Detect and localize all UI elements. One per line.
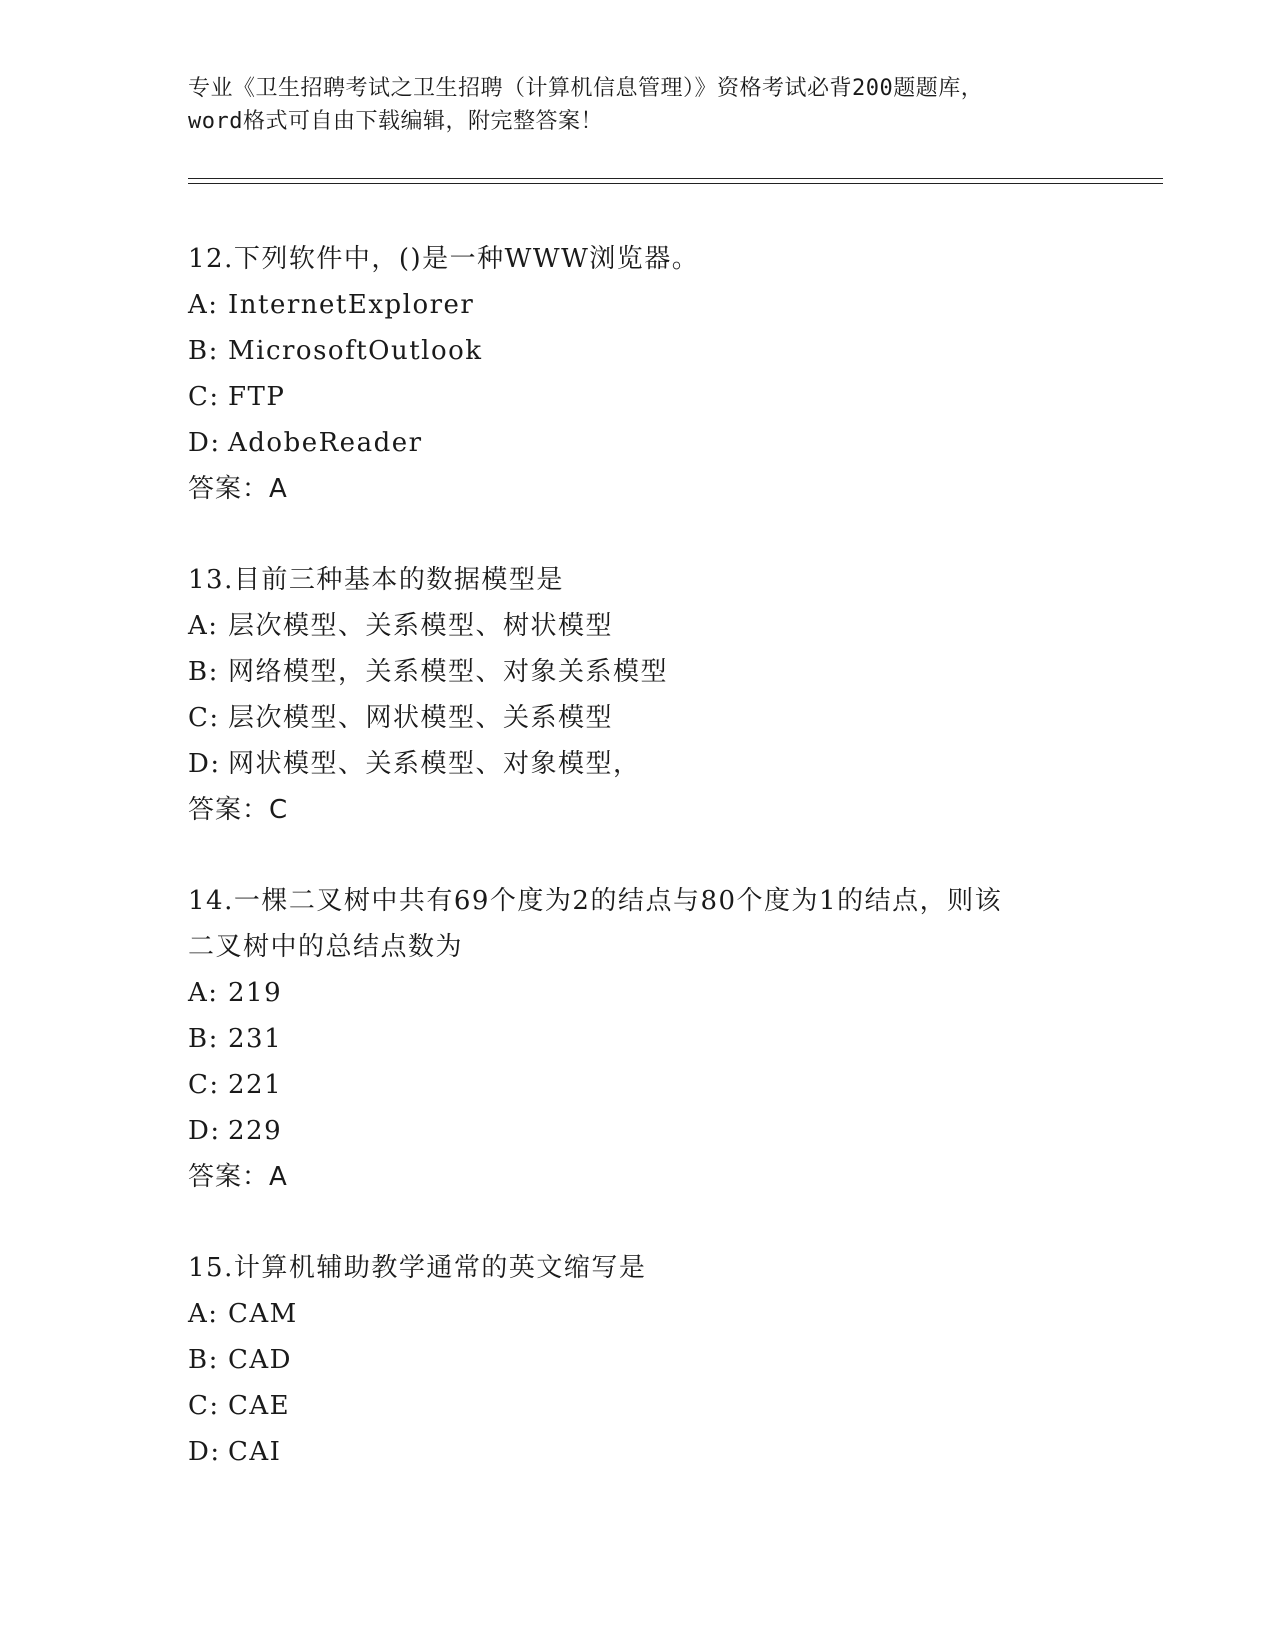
option-letter: C: [188, 382, 220, 412]
document-header [188, 72, 1088, 138]
question-option [188, 649, 1088, 695]
question-option [188, 1016, 1088, 1062]
option-text: 219 [228, 978, 283, 1008]
question-stem: 二叉树中的总结点数为 [188, 932, 464, 962]
question-option [188, 603, 1088, 649]
option-text: 231 [228, 1024, 283, 1054]
option-text: InternetExplorer [228, 290, 475, 320]
question-option [188, 1291, 1088, 1337]
option-letter: C: [188, 1391, 220, 1421]
option-text: AdobeReader [228, 428, 423, 458]
option-text: FTP [228, 382, 286, 412]
option-letter: A: [188, 611, 219, 641]
question-block [188, 557, 1088, 833]
option-text: 层次模型、关系模型、树状模型 [228, 611, 614, 641]
option-text: 层次模型、网状模型、关系模型 [228, 703, 614, 733]
option-letter: B: [188, 1345, 219, 1375]
question-answer: 答案：A [188, 474, 288, 504]
question-stem: 13.目前三种基本的数据模型是 [188, 565, 564, 595]
option-text: CAI [228, 1437, 282, 1467]
option-letter: D: [188, 1116, 221, 1146]
question-option [188, 420, 1088, 466]
option-text: 229 [228, 1116, 283, 1146]
option-letter: B: [188, 657, 219, 687]
option-letter: A: [188, 1299, 219, 1329]
option-letter: C: [188, 703, 220, 733]
question-option [188, 1337, 1088, 1383]
option-letter: D: [188, 428, 221, 458]
option-text: 221 [228, 1070, 283, 1100]
question-option [188, 741, 1088, 787]
question-stem: 14.一棵二叉树中共有69个度为2的结点与80个度为1的结点，则该 [188, 886, 1003, 916]
header-line-1: 专业《卫生招聘考试之卫生招聘（计算机信息管理）》资格考试必背200题题库， [188, 76, 984, 101]
header-line-2: word格式可自由下载编辑，附完整答案！ [188, 109, 603, 134]
option-letter: C: [188, 1070, 220, 1100]
question-option [188, 282, 1088, 328]
option-text: 网状模型、关系模型、对象模型， [228, 749, 641, 779]
question-option [188, 328, 1088, 374]
option-letter: D: [188, 749, 221, 779]
option-letter: A: [188, 290, 219, 320]
option-text: CAM [228, 1299, 298, 1329]
option-letter: D: [188, 1437, 221, 1467]
question-option [188, 1429, 1088, 1475]
question-answer: 答案：C [188, 795, 289, 825]
option-text: MicrosoftOutlook [228, 336, 483, 366]
question-stem: 12.下列软件中，()是一种WWW浏览器。 [188, 244, 700, 274]
question-option [188, 1062, 1088, 1108]
option-letter: B: [188, 1024, 219, 1054]
question-option [188, 1383, 1088, 1429]
option-text: CAE [228, 1391, 291, 1421]
question-list [188, 236, 1088, 1520]
option-letter: B: [188, 336, 219, 366]
option-text: 网络模型，关系模型、对象关系模型 [228, 657, 669, 687]
question-option [188, 970, 1088, 1016]
question-option [188, 374, 1088, 420]
question-answer: 答案：A [188, 1162, 288, 1192]
question-block [188, 878, 1088, 1200]
question-option [188, 695, 1088, 741]
option-text: CAD [228, 1345, 293, 1375]
header-divider-bottom [188, 183, 1163, 184]
question-option [188, 1108, 1088, 1154]
question-stem: 15.计算机辅助教学通常的英文缩写是 [188, 1253, 647, 1283]
question-block [188, 1245, 1088, 1475]
question-block [188, 236, 1088, 512]
header-divider-top [188, 178, 1163, 179]
option-letter: A: [188, 978, 219, 1008]
